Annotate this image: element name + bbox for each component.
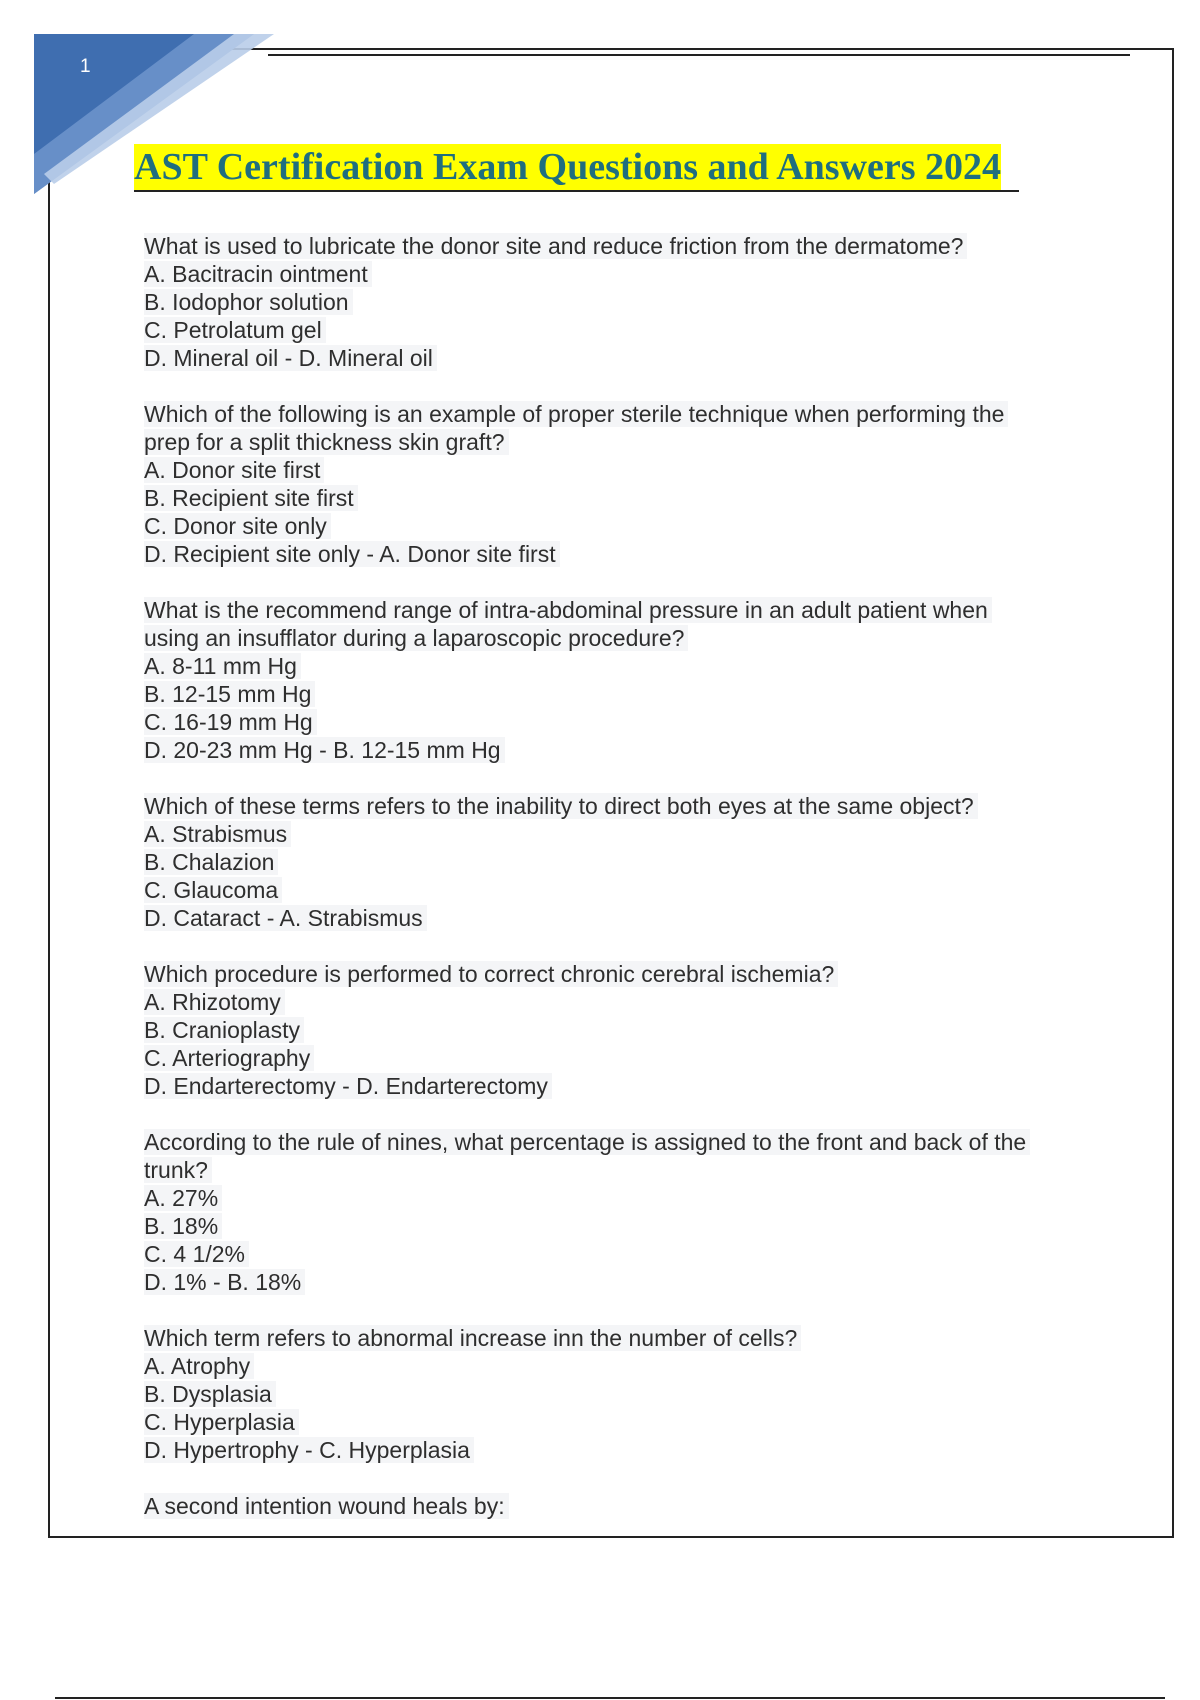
answer-option-text: B. Chalazion	[144, 849, 278, 875]
question-stem	[144, 792, 1074, 820]
answer-option	[144, 1184, 1074, 1212]
answer-option	[144, 260, 1074, 288]
answer-option	[144, 680, 1074, 708]
answer-option-text: B. Iodophor solution	[144, 289, 353, 315]
question-stem	[144, 596, 1074, 624]
answer-option-text: C. Petrolatum gel	[144, 317, 326, 343]
question-stem-text: What is used to lubricate the donor site and reduce friction from the dermatome?	[144, 233, 967, 259]
question-stem-text: Which of these terms refers to the inability to direct both eyes at the same object?	[144, 793, 978, 819]
question-stem-text: According to the rule of nines, what percentage is assigned to the front and back of the	[144, 1129, 1030, 1155]
document-title: AST Certification Exam Questions and Answers 2024	[134, 146, 1002, 188]
question-block	[144, 1128, 1074, 1296]
header-rule	[268, 54, 1130, 56]
answer-option-text: D. 20-23 mm Hg - B. 12-15 mm Hg	[144, 737, 505, 763]
answer-option	[144, 988, 1074, 1016]
question-stem	[144, 1492, 1074, 1520]
answer-option-text: A. 27%	[144, 1185, 222, 1211]
question-block	[144, 400, 1074, 568]
answer-option	[144, 288, 1074, 316]
answer-option-text: D. Mineral oil - D. Mineral oil	[144, 345, 437, 371]
title-underline	[134, 144, 1019, 192]
question-stem	[144, 428, 1074, 456]
answer-option-text: B. 18%	[144, 1213, 222, 1239]
answer-option-text: C. 4 1/2%	[144, 1241, 249, 1267]
answer-option	[144, 1268, 1074, 1296]
answer-option	[144, 820, 1074, 848]
answer-option-text: C. 16-19 mm Hg	[144, 709, 317, 735]
answer-option-text: D. Recipient site only - A. Donor site first	[144, 541, 560, 567]
answer-option-text: D. Endarterectomy - D. Endarterectomy	[144, 1073, 552, 1099]
answer-option	[144, 512, 1074, 540]
answer-option-text: D. 1% - B. 18%	[144, 1269, 305, 1295]
answer-option	[144, 736, 1074, 764]
answer-option-text: B. Dysplasia	[144, 1381, 276, 1407]
answer-option	[144, 540, 1074, 568]
answer-option-text: C. Hyperplasia	[144, 1409, 299, 1435]
question-stem-text: A second intention wound heals by:	[144, 1493, 509, 1519]
question-stem	[144, 232, 1074, 260]
answer-option	[144, 344, 1074, 372]
answer-option-text: B. Cranioplasty	[144, 1017, 304, 1043]
question-stem-text: What is the recommend range of intra-abdominal pressure in an adult patient when	[144, 597, 992, 623]
answer-option	[144, 1240, 1074, 1268]
answer-option-text: A. Donor site first	[144, 457, 324, 483]
question-stem-text: prep for a split thickness skin graft?	[144, 429, 509, 455]
answer-option-text: A. 8-11 mm Hg	[144, 653, 301, 679]
answer-option	[144, 1212, 1074, 1240]
answer-option	[144, 904, 1074, 932]
question-stem	[144, 1156, 1074, 1184]
answer-option	[144, 1016, 1074, 1044]
question-stem	[144, 1324, 1074, 1352]
question-block	[144, 596, 1074, 764]
question-block	[144, 232, 1074, 372]
question-stem	[144, 624, 1074, 652]
question-stem-text: trunk?	[144, 1157, 212, 1183]
answer-option	[144, 708, 1074, 736]
answer-option	[144, 876, 1074, 904]
question-block	[144, 960, 1074, 1100]
answer-option-text: B. Recipient site first	[144, 485, 358, 511]
answer-option-text: C. Arteriography	[144, 1045, 314, 1071]
question-stem	[144, 960, 1074, 988]
question-stem-text: using an insufflator during a laparoscopic procedure?	[144, 625, 688, 651]
answer-option-text: A. Atrophy	[144, 1353, 254, 1379]
answer-option	[144, 1408, 1074, 1436]
answer-option-text: D. Cataract - A. Strabismus	[144, 905, 427, 931]
answer-option	[144, 1436, 1074, 1464]
question-stem-text: Which of the following is an example of proper sterile technique when performing the	[144, 401, 1008, 427]
answer-option-text: A. Rhizotomy	[144, 989, 285, 1015]
answer-option-text: C. Donor site only	[144, 513, 331, 539]
answer-option	[144, 1352, 1074, 1380]
question-stem-text: Which term refers to abnormal increase inn the number of cells?	[144, 1325, 801, 1351]
question-list	[144, 232, 1074, 1548]
answer-option	[144, 1072, 1074, 1100]
answer-option	[144, 1044, 1074, 1072]
answer-option-text: C. Glaucoma	[144, 877, 282, 903]
answer-option-text: A. Bacitracin ointment	[144, 261, 372, 287]
question-stem-text: Which procedure is performed to correct chronic cerebral ischemia?	[144, 961, 838, 987]
answer-option	[144, 848, 1074, 876]
question-block	[144, 792, 1074, 932]
question-block	[144, 1324, 1074, 1464]
question-block	[144, 1492, 1074, 1520]
question-stem	[144, 400, 1074, 428]
answer-option	[144, 484, 1074, 512]
answer-option	[144, 1380, 1074, 1408]
answer-option-text: B. 12-15 mm Hg	[144, 681, 315, 707]
answer-option	[144, 652, 1074, 680]
answer-option	[144, 316, 1074, 344]
page-number: 1	[80, 56, 91, 77]
answer-option	[144, 456, 1074, 484]
question-stem	[144, 1128, 1074, 1156]
answer-option-text: D. Hypertrophy - C. Hyperplasia	[144, 1437, 474, 1463]
footer-rule	[55, 1697, 1165, 1699]
answer-option-text: A. Strabismus	[144, 821, 291, 847]
